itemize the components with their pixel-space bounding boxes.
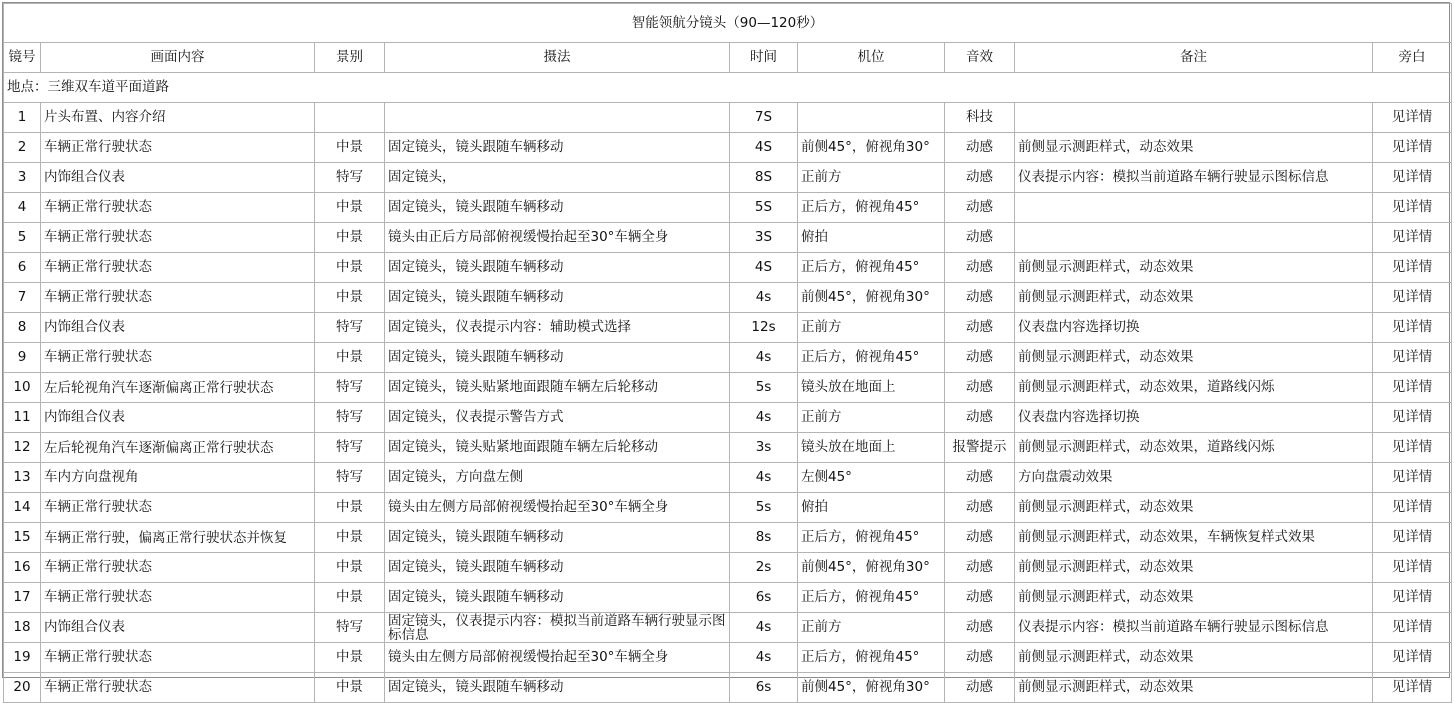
header-camera-position[interactable]: 机位 <box>798 43 945 73</box>
cell-camera-method[interactable]: 固定镜头，方向盘左侧 <box>385 463 730 493</box>
cell-duration[interactable]: 5s <box>730 493 798 523</box>
table-row <box>4 103 1452 133</box>
cell-shot-no[interactable]: 13 <box>4 463 41 493</box>
cell-duration[interactable]: 5s <box>730 373 798 403</box>
cell-remarks[interactable] <box>1015 103 1373 133</box>
title-row <box>4 4 1452 43</box>
cell-scene-content[interactable]: 左后轮视角汽车逐渐偏离正常行驶状态 <box>41 373 315 403</box>
header-duration[interactable]: 时间 <box>730 43 798 73</box>
cell-narration[interactable]: 见详情 <box>1373 163 1452 193</box>
cell-sound-effect[interactable]: 动感 <box>945 643 1015 673</box>
cell-duration[interactable]: 4S <box>730 133 798 163</box>
cell-narration[interactable]: 见详情 <box>1373 373 1452 403</box>
table-row <box>4 643 1452 673</box>
cell-shot-no[interactable]: 1 <box>4 103 41 133</box>
cell-shot-scale[interactable]: 中景 <box>315 253 385 283</box>
cell-shot-no[interactable]: 6 <box>4 253 41 283</box>
cell-shot-scale[interactable] <box>315 103 385 133</box>
cell-remarks[interactable]: 仪表盘内容选择切换 <box>1015 313 1373 343</box>
cell-duration[interactable]: 6s <box>730 583 798 613</box>
cell-sound-effect[interactable]: 动感 <box>945 193 1015 223</box>
cell-shot-no[interactable]: 16 <box>4 553 41 583</box>
header-shot-scale[interactable]: 景别 <box>315 43 385 73</box>
table-row <box>4 553 1452 583</box>
cell-shot-scale[interactable]: 中景 <box>315 343 385 373</box>
cell-camera-position[interactable]: 前侧45°，俯视角30° <box>798 673 945 703</box>
cell-duration[interactable]: 8S <box>730 163 798 193</box>
table-row <box>4 223 1452 253</box>
table-row <box>4 463 1452 493</box>
cell-scene-content[interactable]: 车辆正常行驶状态 <box>41 673 315 703</box>
cell-narration[interactable]: 见详情 <box>1373 493 1452 523</box>
location-cell[interactable]: 地点：三维双车道平面道路 <box>4 73 1452 103</box>
cell-camera-method[interactable]: 固定镜头，镜头贴紧地面跟随车辆左后轮移动 <box>385 433 730 463</box>
cell-shot-no[interactable]: 11 <box>4 403 41 433</box>
cell-duration[interactable]: 6s <box>730 673 798 703</box>
cell-remarks[interactable]: 前侧显示测距样式，动态效果 <box>1015 553 1373 583</box>
table-row <box>4 583 1452 613</box>
cell-camera-position[interactable]: 正前方 <box>798 163 945 193</box>
cell-camera-method[interactable]: 固定镜头，镜头跟随车辆移动 <box>385 133 730 163</box>
cell-shot-no[interactable]: 17 <box>4 583 41 613</box>
cell-remarks[interactable]: 前侧显示测距样式，动态效果 <box>1015 133 1373 163</box>
cell-sound-effect[interactable]: 动感 <box>945 133 1015 163</box>
cell-duration[interactable]: 3s <box>730 433 798 463</box>
cell-narration[interactable]: 见详情 <box>1373 223 1452 253</box>
cell-shot-scale[interactable]: 特写 <box>315 433 385 463</box>
cell-shot-scale[interactable]: 中景 <box>315 643 385 673</box>
table-row <box>4 523 1452 553</box>
table-row <box>4 673 1452 703</box>
cell-shot-no[interactable]: 3 <box>4 163 41 193</box>
cell-shot-scale[interactable]: 中景 <box>315 523 385 553</box>
cell-shot-scale[interactable]: 中景 <box>315 133 385 163</box>
cell-narration[interactable]: 见详情 <box>1373 643 1452 673</box>
cell-scene-content[interactable]: 车辆正常行驶状态 <box>41 493 315 523</box>
header-narration[interactable]: 旁白 <box>1373 43 1452 73</box>
cell-scene-content[interactable]: 车辆正常行驶状态 <box>41 553 315 583</box>
cell-camera-method[interactable]: 固定镜头，镜头跟随车辆移动 <box>385 583 730 613</box>
cell-duration[interactable]: 7S <box>730 103 798 133</box>
cell-camera-position[interactable]: 镜头放在地面上 <box>798 373 945 403</box>
cell-scene-content[interactable]: 车辆正常行驶状态 <box>41 643 315 673</box>
cell-scene-content[interactable]: 内饰组合仪表 <box>41 403 315 433</box>
cell-camera-method[interactable]: 固定镜头，镜头跟随车辆移动 <box>385 553 730 583</box>
cell-narration[interactable]: 见详情 <box>1373 463 1452 493</box>
cell-narration[interactable]: 见详情 <box>1373 133 1452 163</box>
cell-shot-no[interactable]: 18 <box>4 613 41 643</box>
storyboard-sheet <box>2 2 1450 695</box>
cell-sound-effect[interactable]: 动感 <box>945 523 1015 553</box>
cell-sound-effect[interactable]: 动感 <box>945 163 1015 193</box>
cell-sound-effect[interactable]: 动感 <box>945 553 1015 583</box>
cell-shot-no[interactable]: 15 <box>4 523 41 553</box>
cell-camera-method[interactable]: 固定镜头，镜头跟随车辆移动 <box>385 343 730 373</box>
table-row <box>4 433 1452 463</box>
header-shot-no[interactable]: 镜号 <box>4 43 41 73</box>
cell-camera-method[interactable]: 固定镜头，镜头跟随车辆移动 <box>385 673 730 703</box>
cell-duration[interactable]: 4s <box>730 463 798 493</box>
cell-narration[interactable]: 见详情 <box>1373 673 1452 703</box>
cell-scene-content[interactable]: 车辆正常行驶状态 <box>41 193 315 223</box>
cell-sound-effect[interactable]: 动感 <box>945 463 1015 493</box>
table-row <box>4 403 1452 433</box>
cell-duration[interactable]: 2s <box>730 553 798 583</box>
cell-camera-method[interactable]: 固定镜头，镜头跟随车辆移动 <box>385 253 730 283</box>
cell-camera-position[interactable]: 正后方，俯视角45° <box>798 583 945 613</box>
storyboard-table <box>3 3 1452 703</box>
cell-camera-position[interactable] <box>798 103 945 133</box>
cell-remarks[interactable]: 前侧显示测距样式，动态效果，道路线闪烁 <box>1015 433 1373 463</box>
cell-sound-effect[interactable]: 动感 <box>945 373 1015 403</box>
cell-remarks[interactable]: 方向盘震动效果 <box>1015 463 1373 493</box>
cell-shot-scale[interactable]: 特写 <box>315 163 385 193</box>
table-row <box>4 193 1452 223</box>
cell-narration[interactable]: 见详情 <box>1373 283 1452 313</box>
cell-shot-no[interactable]: 4 <box>4 193 41 223</box>
cell-camera-position[interactable]: 俯拍 <box>798 493 945 523</box>
cell-narration[interactable]: 见详情 <box>1373 403 1452 433</box>
cell-remarks[interactable]: 前侧显示测距样式，动态效果 <box>1015 253 1373 283</box>
cell-sound-effect[interactable]: 动感 <box>945 313 1015 343</box>
cell-camera-method[interactable] <box>385 103 730 133</box>
cell-remarks[interactable]: 仪表提示内容：模拟当前道路车辆行驶显示图标信息 <box>1015 163 1373 193</box>
cell-sound-effect[interactable]: 动感 <box>945 343 1015 373</box>
cell-narration[interactable]: 见详情 <box>1373 253 1452 283</box>
cell-narration[interactable]: 见详情 <box>1373 343 1452 373</box>
cell-remarks[interactable]: 前侧显示测距样式，动态效果 <box>1015 493 1373 523</box>
cell-scene-content[interactable]: 片头布置、内容介绍 <box>41 103 315 133</box>
table-row <box>4 253 1452 283</box>
cell-remarks[interactable]: 前侧显示测距样式，动态效果 <box>1015 343 1373 373</box>
cell-sound-effect[interactable]: 动感 <box>945 673 1015 703</box>
cell-narration[interactable]: 见详情 <box>1373 103 1452 133</box>
cell-shot-scale[interactable]: 中景 <box>315 193 385 223</box>
cell-shot-no[interactable]: 20 <box>4 673 41 703</box>
cell-shot-scale[interactable]: 特写 <box>315 463 385 493</box>
cell-shot-scale[interactable]: 中景 <box>315 283 385 313</box>
cell-sound-effect[interactable]: 动感 <box>945 253 1015 283</box>
sheet-title[interactable]: 智能领航分镜头（90—120秒） <box>4 4 1452 43</box>
cell-camera-position[interactable]: 前侧45°，俯视角30° <box>798 283 945 313</box>
cell-remarks[interactable] <box>1015 223 1373 253</box>
cell-remarks[interactable]: 前侧显示测距样式，动态效果 <box>1015 583 1373 613</box>
cell-camera-method[interactable]: 镜头由左侧方局部俯视缓慢抬起至30°车辆全身 <box>385 643 730 673</box>
cell-remarks[interactable] <box>1015 193 1373 223</box>
cell-duration[interactable]: 12s <box>730 313 798 343</box>
cell-duration[interactable]: 8s <box>730 523 798 553</box>
cell-shot-no[interactable]: 5 <box>4 223 41 253</box>
cell-shot-no[interactable]: 7 <box>4 283 41 313</box>
table-row <box>4 613 1452 643</box>
cell-narration[interactable]: 见详情 <box>1373 433 1452 463</box>
cell-sound-effect[interactable]: 动感 <box>945 613 1015 643</box>
cell-shot-scale[interactable]: 特写 <box>315 403 385 433</box>
cell-camera-position[interactable]: 前侧45°，俯视角30° <box>798 133 945 163</box>
cell-duration[interactable]: 4s <box>730 343 798 373</box>
cell-scene-content[interactable]: 左后轮视角汽车逐渐偏离正常行驶状态 <box>41 433 315 463</box>
cell-camera-position[interactable]: 正后方，俯视角45° <box>798 343 945 373</box>
cell-shot-no[interactable]: 14 <box>4 493 41 523</box>
cell-narration[interactable]: 见详情 <box>1373 553 1452 583</box>
cell-shot-scale[interactable]: 中景 <box>315 223 385 253</box>
cell-remarks[interactable]: 前侧显示测距样式，动态效果，道路线闪烁 <box>1015 373 1373 403</box>
cell-duration[interactable]: 3S <box>730 223 798 253</box>
cell-remarks[interactable]: 前侧显示测距样式，动态效果，车辆恢复样式效果 <box>1015 523 1373 553</box>
cell-duration[interactable]: 4s <box>730 643 798 673</box>
cell-scene-content[interactable]: 车辆正常行驶状态 <box>41 343 315 373</box>
cell-scene-content[interactable]: 车辆正常行驶状态 <box>41 133 315 163</box>
cell-remarks[interactable]: 仪表盘内容选择切换 <box>1015 403 1373 433</box>
cell-sound-effect[interactable]: 科技 <box>945 103 1015 133</box>
cell-scene-content[interactable]: 车辆正常行驶状态 <box>41 253 315 283</box>
cell-camera-method[interactable]: 镜头由正后方局部俯视缓慢抬起至30°车辆全身 <box>385 223 730 253</box>
cell-remarks[interactable]: 仪表提示内容：模拟当前道路车辆行驶显示图标信息 <box>1015 613 1373 643</box>
cell-duration[interactable]: 5S <box>730 193 798 223</box>
cell-camera-position[interactable]: 正前方 <box>798 613 945 643</box>
cell-sound-effect[interactable]: 动感 <box>945 223 1015 253</box>
header-camera-method[interactable]: 摄法 <box>385 43 730 73</box>
cell-shot-no[interactable]: 19 <box>4 643 41 673</box>
cell-camera-method[interactable]: 固定镜头，镜头跟随车辆移动 <box>385 193 730 223</box>
cell-camera-method[interactable]: 固定镜头， <box>385 163 730 193</box>
cell-duration[interactable]: 4S <box>730 253 798 283</box>
cell-shot-scale[interactable]: 中景 <box>315 583 385 613</box>
table-row <box>4 283 1452 313</box>
cell-narration[interactable]: 见详情 <box>1373 313 1452 343</box>
cell-shot-scale[interactable]: 中景 <box>315 553 385 583</box>
cell-shot-scale[interactable]: 特写 <box>315 373 385 403</box>
cell-sound-effect[interactable]: 动感 <box>945 493 1015 523</box>
cell-sound-effect[interactable]: 报警提示 <box>945 433 1015 463</box>
cell-shot-no[interactable]: 2 <box>4 133 41 163</box>
cell-remarks[interactable]: 前侧显示测距样式，动态效果 <box>1015 673 1373 703</box>
cell-camera-position[interactable]: 正前方 <box>798 313 945 343</box>
location-row <box>4 73 1452 103</box>
cell-scene-content[interactable]: 内饰组合仪表 <box>41 313 315 343</box>
cell-scene-content[interactable]: 车辆正常行驶状态 <box>41 583 315 613</box>
cell-narration[interactable]: 见详情 <box>1373 583 1452 613</box>
cell-shot-no[interactable]: 9 <box>4 343 41 373</box>
cell-sound-effect[interactable]: 动感 <box>945 403 1015 433</box>
cell-duration[interactable]: 4s <box>730 613 798 643</box>
cell-shot-scale[interactable]: 特写 <box>315 313 385 343</box>
cell-shot-scale[interactable]: 中景 <box>315 673 385 703</box>
cell-camera-position[interactable]: 左侧45° <box>798 463 945 493</box>
cell-scene-content[interactable]: 车辆正常行驶状态 <box>41 223 315 253</box>
table-row <box>4 373 1452 403</box>
cell-camera-method[interactable]: 固定镜头，镜头跟随车辆移动 <box>385 523 730 553</box>
cell-scene-content[interactable]: 内饰组合仪表 <box>41 613 315 643</box>
cell-camera-method[interactable]: 固定镜头，仪表提示警告方式 <box>385 403 730 433</box>
cell-scene-content[interactable]: 车辆正常行驶，偏离正常行驶状态并恢复 <box>41 523 315 553</box>
cell-scene-content[interactable]: 内饰组合仪表 <box>41 163 315 193</box>
cell-sound-effect[interactable]: 动感 <box>945 583 1015 613</box>
cell-shot-no[interactable]: 8 <box>4 313 41 343</box>
cell-camera-position[interactable]: 镜头放在地面上 <box>798 433 945 463</box>
cell-duration[interactable]: 4s <box>730 403 798 433</box>
cell-camera-method[interactable]: 固定镜头，镜头贴紧地面跟随车辆左后轮移动 <box>385 373 730 403</box>
cell-camera-method[interactable]: 固定镜头，镜头跟随车辆移动 <box>385 283 730 313</box>
table-row <box>4 343 1452 373</box>
cell-shot-scale[interactable]: 特写 <box>315 613 385 643</box>
header-sound-effect[interactable]: 音效 <box>945 43 1015 73</box>
cell-camera-position[interactable]: 正后方，俯视角45° <box>798 253 945 283</box>
cell-camera-method[interactable]: 镜头由左侧方局部俯视缓慢抬起至30°车辆全身 <box>385 493 730 523</box>
cell-camera-position[interactable]: 正后方，俯视角45° <box>798 193 945 223</box>
cell-scene-content[interactable]: 车内方向盘视角 <box>41 463 315 493</box>
cell-camera-position[interactable]: 前侧45°，俯视角30° <box>798 553 945 583</box>
cell-camera-position[interactable]: 正前方 <box>798 403 945 433</box>
header-scene-content[interactable]: 画面内容 <box>41 43 315 73</box>
cell-remarks[interactable]: 前侧显示测距样式，动态效果 <box>1015 283 1373 313</box>
cell-narration[interactable]: 见详情 <box>1373 523 1452 553</box>
table-row <box>4 493 1452 523</box>
table-row <box>4 163 1452 193</box>
header-remarks[interactable]: 备注 <box>1015 43 1373 73</box>
cell-narration[interactable]: 见详情 <box>1373 613 1452 643</box>
cell-shot-scale[interactable]: 中景 <box>315 493 385 523</box>
cell-remarks[interactable]: 前侧显示测距样式，动态效果 <box>1015 643 1373 673</box>
cell-scene-content[interactable]: 车辆正常行驶状态 <box>41 283 315 313</box>
cell-sound-effect[interactable]: 动感 <box>945 283 1015 313</box>
table-row <box>4 133 1452 163</box>
cell-duration[interactable]: 4s <box>730 283 798 313</box>
cell-shot-no[interactable]: 12 <box>4 433 41 463</box>
cell-camera-position[interactable]: 俯拍 <box>798 223 945 253</box>
header-row <box>4 43 1452 73</box>
cell-narration[interactable]: 见详情 <box>1373 193 1452 223</box>
cell-camera-position[interactable]: 正后方，俯视角45° <box>798 643 945 673</box>
cell-shot-no[interactable]: 10 <box>4 373 41 403</box>
cell-camera-method[interactable]: 固定镜头，仪表提示内容：辅助模式选择 <box>385 313 730 343</box>
cell-camera-position[interactable]: 正后方，俯视角45° <box>798 523 945 553</box>
table-row <box>4 313 1452 343</box>
cell-camera-method[interactable]: 固定镜头，仪表提示内容：模拟当前道路车辆行驶显示图标信息 <box>385 613 730 643</box>
